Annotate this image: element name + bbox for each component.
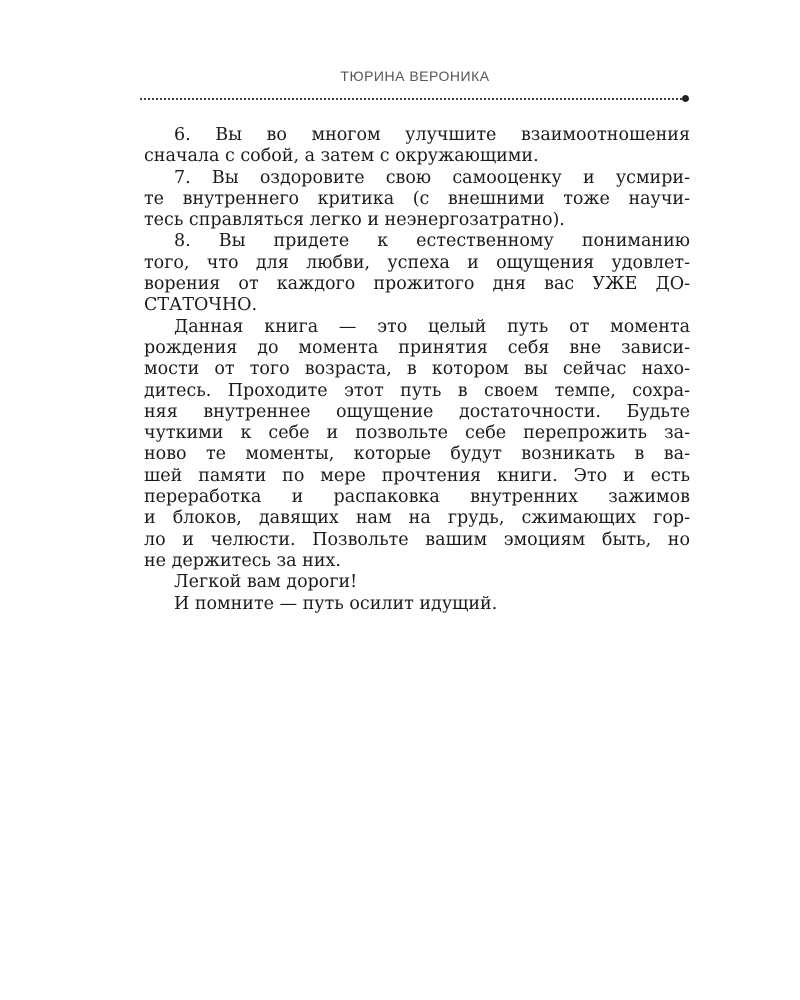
header-rule-end-dot	[682, 95, 689, 102]
text-line: переработка и распаковка внутренних зажимов	[144, 487, 690, 508]
text-line: шей памяти по мере прочтения книги. Это и есть	[144, 465, 690, 486]
text-line: 8. Вы придете к естественному пониманию	[174, 231, 690, 252]
text-line: сначала с собой, а затем с окружающими.	[144, 146, 539, 167]
text-line: тесь справляться легко и неэнергозатратно).	[144, 210, 565, 231]
text-line: 6. Вы во многом улучшите взаимоотношения	[174, 125, 690, 145]
text-line: ново те моменты, которые будут возникать в ва-	[144, 444, 690, 465]
text-line: ворения от каждого прожитого дня вас УЖЕ ДО-	[144, 274, 690, 295]
body-text	[144, 125, 690, 615]
text-line: Данная книга — это целый путь от момента	[174, 316, 690, 337]
text-line: те внутреннего критика (с внешними тоже научи-	[144, 188, 690, 209]
text-line: не держитесь за них.	[144, 550, 341, 571]
text-line: Легкой вам дороги!	[174, 572, 358, 593]
text-line: ло и челюсти. Позвольте вашим эмоциям быть, но	[144, 529, 690, 550]
text-line: 7. Вы оздоровите свою самооценку и усмири-	[174, 167, 690, 188]
text-line: няя внутреннее ощущение достаточности. Будьте	[144, 401, 690, 422]
text-line: СТАТОЧНО.	[144, 295, 258, 316]
text-line: и блоков, давящих нам на грудь, сжимающих гор-	[144, 508, 690, 529]
text-line: чуткими к себе и позвольте себе перепрожить за-	[144, 423, 690, 444]
running-head-author: ТЮРИНА ВЕРОНИКА	[340, 68, 490, 84]
header-dotted-rule	[140, 98, 686, 100]
text-line: рождения до момента принятия себя вне зависи-	[144, 337, 690, 358]
text-line: И помните — путь осилит идущий.	[174, 593, 498, 614]
text-line: того, что для любви, успеха и ощущения удовлет-	[144, 252, 690, 273]
text-line: мости от того возраста, в котором вы сейчас нахо-	[144, 359, 690, 380]
text-line: дитесь. Проходите этот путь в своем темпе, сохра-	[144, 380, 690, 401]
